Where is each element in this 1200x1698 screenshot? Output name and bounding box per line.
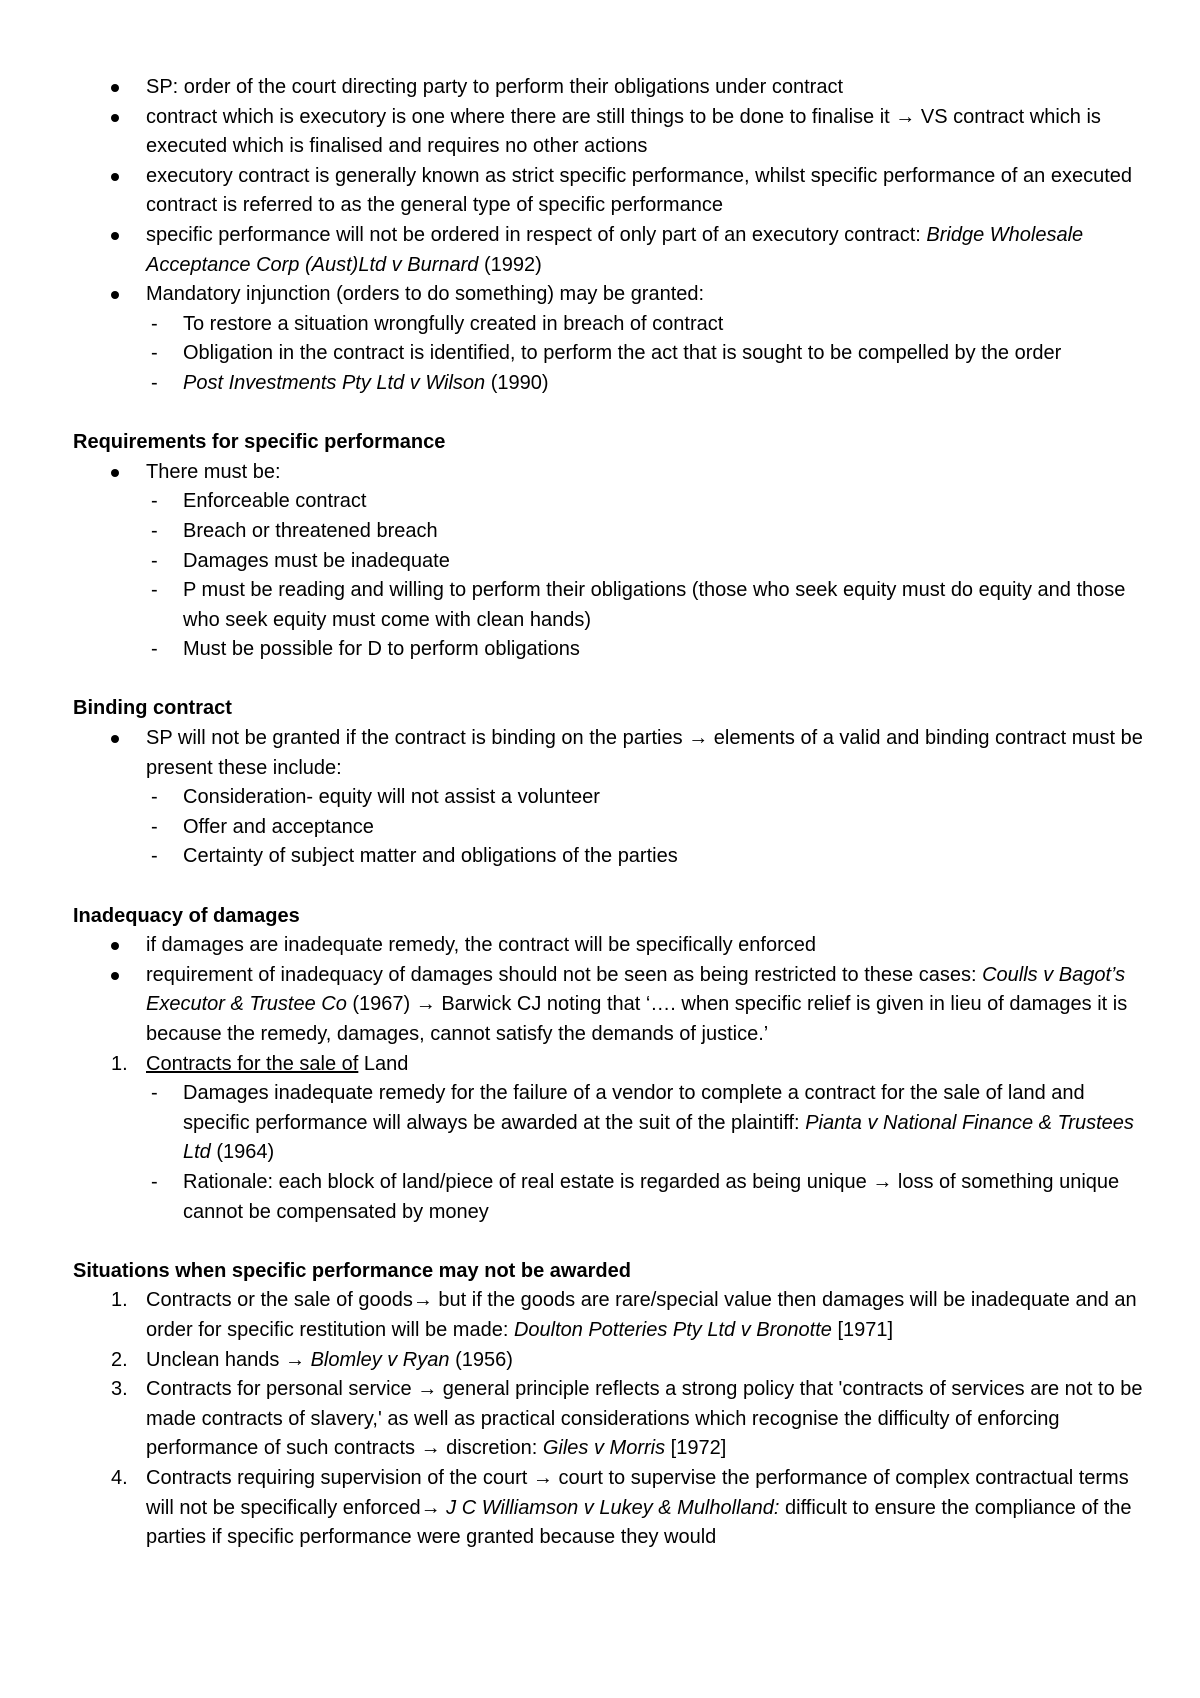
arrow-icon: → [532, 1466, 553, 1489]
intro-bullet-list [73, 73, 1143, 399]
dash-list [73, 310, 1143, 399]
dash-item: - To restore a situation wrongfully created in breach of contract [73, 310, 1143, 340]
bullet-item: specific performance will not be ordered in respect of only part of an executory contract: Bridge Wholesale Acceptance Corp (Aust)Ltd v Burnard (1992) [73, 221, 1143, 280]
arrow-icon: → [415, 993, 436, 1016]
requirements-list [73, 458, 1143, 665]
section-heading: Binding contract [73, 697, 232, 720]
case-citation: Giles v Morris [542, 1437, 666, 1460]
arrow-icon: → [417, 1378, 438, 1401]
section-heading: Situations when specific performance may not be awarded [73, 1259, 631, 1282]
section-heading: Inadequacy of damages [73, 904, 300, 927]
bullet-item: executory contract is generally known as strict specific performance, whilst specific performance of an executed contract is referred to as the general type of specific performance [73, 162, 1143, 221]
dash-item: - Obligation in the contract is identified, to perform the act that is sought to be compelled by the order [73, 339, 1143, 369]
situations-numbered-list [73, 1286, 1143, 1552]
arrow-icon: → [420, 1437, 441, 1460]
case-citation: Doulton Potteries Pty Ltd v Bronotte [513, 1318, 832, 1341]
document-body [73, 73, 1143, 1553]
dash-item: - Breach or threatened breach [73, 517, 1143, 547]
land-numbered-list [73, 1050, 1143, 1228]
bullet-item: There must be: - Enforceable contract - Breach or threatened breach - Damages must be inadequate - P must be reading and willing to perform their obligations (those who seek equity must do equity and those who seek equity must come with clean hands) - Must be possible for D to perform obligations [73, 458, 1143, 665]
section-heading: Requirements for specific performance [73, 431, 446, 454]
dash-list [73, 1079, 1143, 1227]
inadequacy-list [73, 931, 1143, 1049]
dash-item: - Rationale: each block of land/piece of real estate is regarded as being unique → loss of something unique cannot be compensated by money [73, 1168, 1143, 1227]
dash-item: - Damages inadequate remedy for the failure of a vendor to complete a contract for the sale of land and specific performance will always be awarded at the suit of the plaintiff: Pianta v National Finance & Trustees Ltd (1964) [73, 1079, 1143, 1168]
numbered-item: 4. Contracts requiring supervision of the court → court to supervise the performance of complex contractual terms will not be specifically enforced→ J C Williamson v Lukey & Mulholland: difficult to ensure the compliance of the parties if specific performance were granted because they would [111, 1466, 1132, 1549]
bullet-item: SP: order of the court directing party to perform their obligations under contract [73, 73, 1143, 103]
dash-item: - Must be possible for D to perform obligations [73, 635, 1143, 665]
dash-item: - Certainty of subject matter and obligations of the parties [73, 842, 1143, 872]
arrow-icon: → [688, 727, 709, 750]
case-citation: J C Williamson v Lukey & Mulholland: [446, 1496, 780, 1519]
arrow-icon: → [895, 105, 916, 128]
dash-list [73, 783, 1143, 872]
dash-item: - Post Investments Pty Ltd v Wilson (1990) [73, 369, 1143, 399]
numbered-item: 1. Contracts for the sale of Land - Damages inadequate remedy for the failure of a vendor to complete a contract for the sale of land and specific performance will always be awarded at the suit of the plaintiff: Pianta v National Finance & Trustees Ltd (1964) - Rationale: each block of land/piece of real estate is regarded as being unique → loss of something unique cannot be compensated by money [73, 1050, 1143, 1228]
bullet-item: requirement of inadequacy of damages should not be seen as being restricted to these cases: Coulls v Bagot’s Executor & Trustee Co (1967) → Barwick CJ noting that ‘…. when specific relief is given in lieu of damages it is because the remedy, damages, cannot satisfy the demands of justice.’ [73, 961, 1143, 1050]
bullet-item: Mandatory injunction (orders to do something) may be granted: - To restore a situation wrongfully created in breach of contract - Obligation in the contract is identified, to perform the act that is sought to be compelled by the order - Post Investments Pty Ltd v Wilson (1990) [73, 280, 1143, 398]
dash-item: - P must be reading and willing to perform their obligations (those who seek equity must do equity and those who seek equity must come with clean hands) [73, 576, 1143, 635]
case-citation: Pianta v National Finance & Trustees Ltd [183, 1111, 1134, 1164]
dash-item: - Offer and acceptance [73, 813, 1143, 843]
case-citation: Post Investments Pty Ltd v Wilson [183, 371, 486, 394]
bullet-item: SP will not be granted if the contract is binding on the parties → elements of a valid and binding contract must be present these include: - Consideration- equity will not assist a volunteer - Offer and acceptance - Certainty of subject matter and obligations of the parties [73, 724, 1143, 872]
dash-item: - Consideration- equity will not assist a volunteer [73, 783, 1143, 813]
arrow-icon: → [872, 1170, 893, 1193]
dash-item: - Enforceable contract [73, 487, 1143, 517]
arrow-icon: → [412, 1289, 433, 1312]
arrow-icon: → [420, 1496, 441, 1519]
numbered-item: 2. Unclean hands → Blomley v Ryan (1956) [111, 1348, 513, 1371]
dash-list [73, 487, 1143, 665]
dash-item: - Damages must be inadequate [73, 547, 1143, 577]
bullet-item: contract which is executory is one where there are still things to be done to finalise it → VS contract which is executed which is finalised and requires no other actions [73, 103, 1143, 162]
case-citation: Blomley v Ryan [310, 1348, 450, 1371]
bullet-item: if damages are inadequate remedy, the contract will be specifically enforced [73, 931, 1143, 961]
case-citation: Coulls v Bagot’s Executor & Trustee Co [146, 963, 1126, 1016]
case-citation: Bridge Wholesale Acceptance Corp (Aust)Ltd v Burnard [146, 223, 1084, 276]
binding-contract-list [73, 724, 1143, 872]
numbered-item: 3. Contracts for personal service → general principle reflects a strong policy that 'contracts of services are not to be made contracts of slavery,' as well as practical considerations which recognise the difficulty of enforcing performance of such contracts → discretion: Giles v Morris [1972] [111, 1378, 1143, 1460]
numbered-item: 1. Contracts or the sale of goods→ but if the goods are rare/special value then damages will be inadequate and an order for specific restitution will be made: Doulton Potteries Pty Ltd v Bronotte [1971] [111, 1289, 1137, 1341]
arrow-icon: → [285, 1348, 305, 1371]
